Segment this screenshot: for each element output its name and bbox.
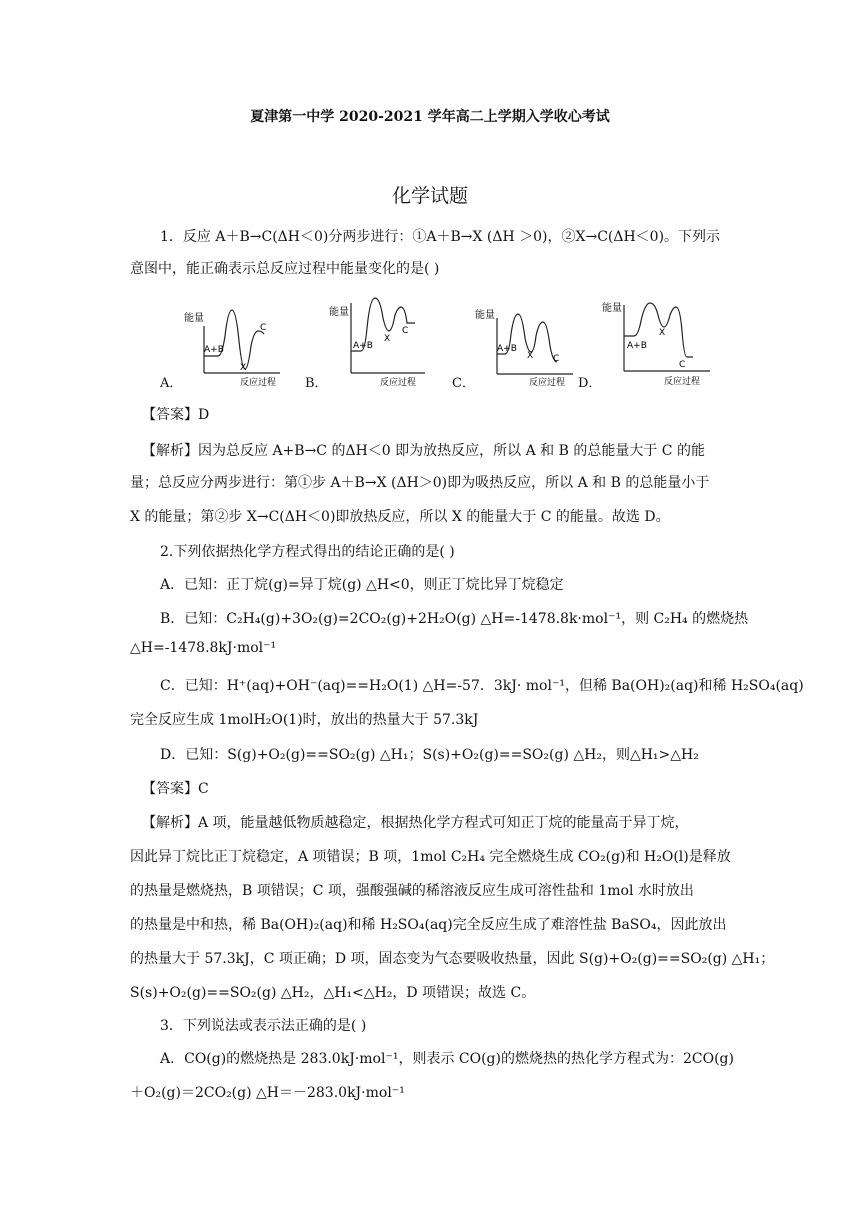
svg-text:C: C — [553, 354, 560, 364]
svg-text:X: X — [384, 334, 391, 344]
svg-text:反应过程: 反应过程 — [664, 377, 701, 387]
svg-text:X: X — [240, 363, 247, 373]
q2-option-b-line2: △H=-1478.8kJ·mol⁻¹ — [130, 640, 277, 656]
diagram-d — [598, 291, 718, 388]
school-title: 夏津第一中学 2020-2021 学年高二上学期入学收心考试 — [250, 109, 610, 125]
svg-text:A+B: A+B — [627, 341, 647, 351]
svg-text:C: C — [679, 360, 686, 370]
svg-text:能量: 能量 — [329, 307, 349, 318]
q1-option-d: D． — [578, 376, 602, 391]
q3-option-a-line2: ＋O₂(g)＝2CO₂(g) △H＝－283.0kJ·mol⁻¹ — [130, 1085, 405, 1101]
q1-analysis-line1: 【解析】因为总反应 A+B→C 的ΔH＜0 即为放热反应，所以 A 和 B 的总能量大于 C 的能 — [142, 443, 705, 459]
q2-analysis-line4: 的热量是中和热，稀 Ba(OH)₂(aq)和稀 H₂SO₄(aq)完全反应生成了难溶性盐 BaSO₄，因此放出 — [130, 917, 727, 933]
svg-text:X: X — [527, 351, 534, 361]
q2-option-b-line1: B．已知：C₂H₄(g)+3O₂(g)=2CO₂(g)+2H₂O(g) △H=-1478.8k·mol⁻¹，则 C₂H₄ 的燃烧热 — [160, 611, 749, 627]
svg-text:能量: 能量 — [602, 303, 622, 314]
q2-stem: 2.下列依据热化学方程式得出的结论正确的是( ) — [160, 544, 455, 560]
diagram-c — [473, 296, 583, 388]
q1-option-b: B． — [305, 376, 328, 391]
svg-text:X: X — [659, 328, 666, 338]
q1-analysis-line2: 量；总反应分两步进行：第①步 A＋B→X (ΔH＞0)即为吸热反应，所以 A 和 B 的总能量小于 — [130, 475, 710, 491]
q1-option-c: C． — [452, 376, 475, 391]
svg-text:能量: 能量 — [475, 310, 495, 321]
q1-option-a: A． — [160, 376, 183, 391]
subject-title: 化学试题 — [391, 185, 468, 207]
svg-text:A+B: A+B — [204, 345, 224, 355]
q2-option-c-line2: 完全反应生成 1molH₂O(1)时，放出的热量大于 57.3kJ — [130, 712, 479, 728]
q1-stem-line2: 意图中，能正确表示总反应过程中能量变化的是( ) — [130, 261, 440, 277]
svg-text:能量: 能量 — [184, 313, 204, 324]
svg-text:A+B: A+B — [353, 341, 373, 351]
svg-text:反应过程: 反应过程 — [529, 378, 566, 388]
q2-option-c-line1: C．已知：H⁺(aq)+OH⁻(aq)==H₂O(1) △H=-57．3kJ· mol⁻¹，但稀 Ba(OH)₂(aq)和稀 H₂SO₄(aq) — [160, 678, 804, 694]
q2-analysis-line5: 的热量大于 57.3kJ，C 项正确；D 项，固态变为气态要吸收热量，因此 S(g)+O₂(g)==SO₂(g) △H₁； — [130, 951, 775, 967]
svg-text:C: C — [260, 323, 267, 333]
q3-option-a-line1: A．CO(g)的燃烧热是 283.0kJ·mol⁻¹，则表示 CO(g)的燃烧热的热化学方程式为：2CO(g) — [160, 1051, 734, 1067]
svg-text:A+B: A+B — [497, 344, 517, 354]
diagram-a — [180, 296, 290, 388]
q2-analysis-line2: 因此异丁烷比正丁烷稳定，A 项错误；B 项，1mol C₂H₄ 完全燃烧生成 CO₂(g)和 H₂O(l)是释放 — [130, 849, 731, 865]
q2-analysis-line1: 【解析】A 项，能量越低物质越稳定，根据热化学方程式可知正丁烷的能量高于异丁烷， — [142, 815, 689, 831]
svg-text:反应过程: 反应过程 — [380, 378, 417, 388]
q2-option-d: D．已知：S(g)+O₂(g)==SO₂(g) △H₁；S(s)+O₂(g)==SO₂(g) △H₂，则△H₁>△H₂ — [160, 747, 699, 763]
svg-text:反应过程: 反应过程 — [240, 378, 277, 388]
diagram-b — [325, 293, 435, 388]
q1-analysis-line3: X 的能量；第②步 X→C(ΔH＜0)即放热反应，所以 X 的能量大于 C 的能量。故选 D。 — [130, 509, 670, 525]
q1-answer: 【答案】D — [142, 407, 210, 423]
q2-answer: 【答案】C — [142, 781, 209, 797]
q2-option-a: A．已知：正丁烷(g)=异丁烷(g) △H<0，则正丁烷比异丁烷稳定 — [160, 577, 564, 593]
svg-text:C: C — [402, 326, 409, 336]
q3-stem: 3．下列说法或表示法正确的是( ) — [160, 1018, 367, 1034]
q1-stem-line1: 1．反应 A＋B→C(ΔH＜0)分两步进行：①A＋B→X (ΔH ＞0)，②X→C(ΔH＜0)。下列示 — [160, 229, 721, 245]
q2-analysis-line6: S(s)+O₂(g)==SO₂(g) △H₂，△H₁<△H₂，D 项错误；故选 C。 — [130, 985, 536, 1001]
q2-analysis-line3: 的热量是燃烧热，B 项错误；C 项，强酸强碱的稀溶液反应生成可溶性盐和 1mol 水时放出 — [130, 883, 694, 899]
